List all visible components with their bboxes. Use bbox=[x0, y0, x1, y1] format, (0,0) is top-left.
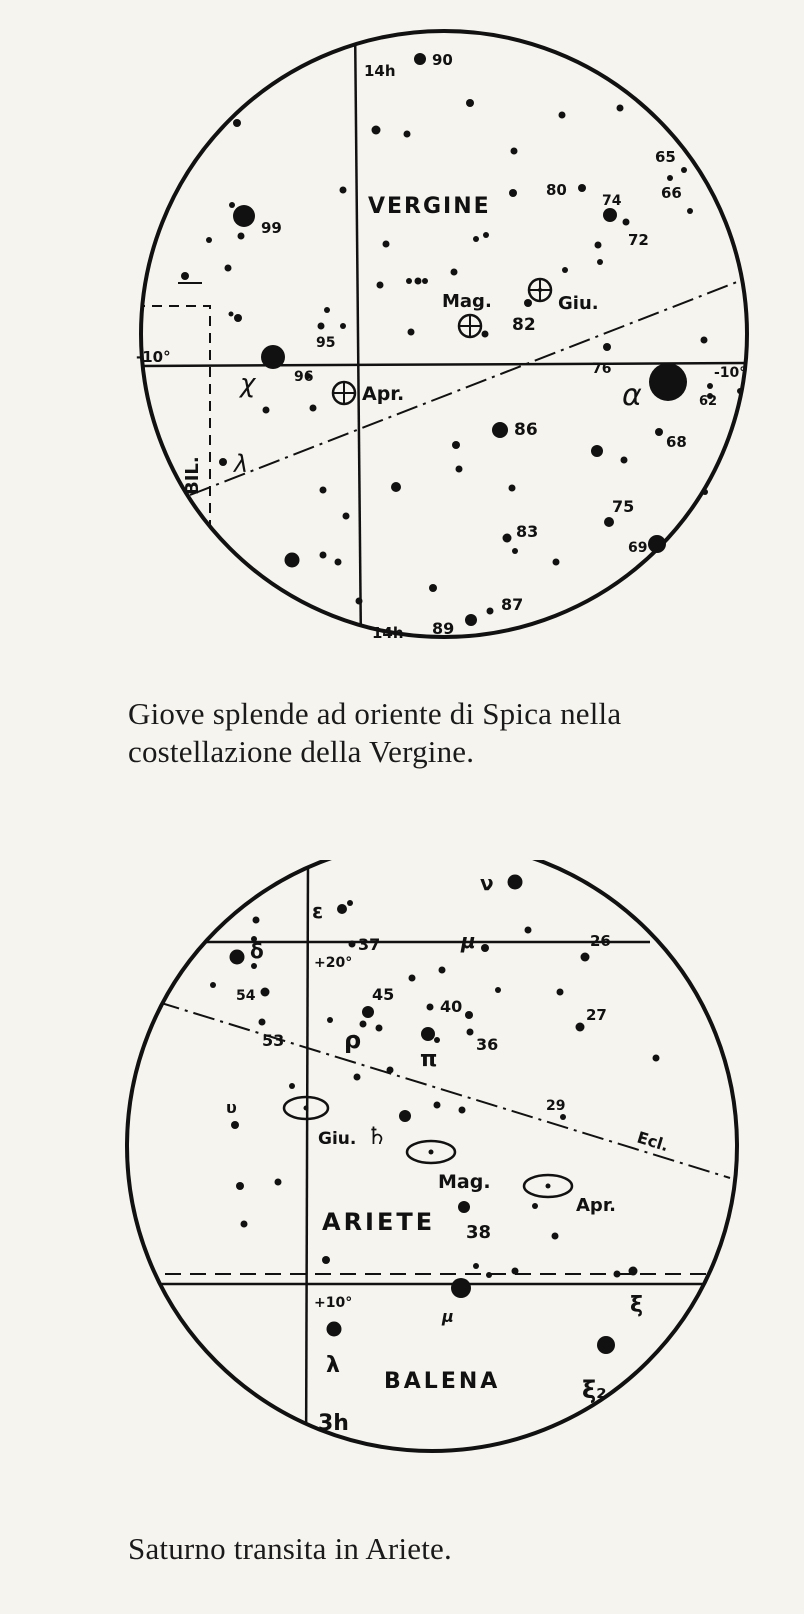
star-dot bbox=[737, 388, 743, 394]
star-dot bbox=[229, 312, 234, 317]
star-number-80: 80 bbox=[546, 181, 567, 199]
libra-boundary bbox=[135, 306, 210, 540]
star-dot bbox=[597, 259, 603, 265]
star-dot bbox=[362, 1006, 374, 1018]
constellation-name-aries: ARIETE bbox=[322, 1208, 436, 1236]
star-number-83: 83 bbox=[516, 522, 539, 541]
star-dot bbox=[253, 917, 260, 924]
star-dot bbox=[335, 559, 342, 566]
star-dot bbox=[377, 282, 384, 289]
star-dot bbox=[261, 345, 285, 369]
star-dot bbox=[415, 278, 422, 285]
star-dot bbox=[553, 559, 560, 566]
dec-label-right: -10° bbox=[714, 365, 747, 381]
star-number-37: 37 bbox=[358, 935, 381, 954]
star-dot bbox=[343, 513, 350, 520]
star-field bbox=[181, 53, 743, 626]
dec-label-plus20: +20° bbox=[314, 955, 353, 971]
star-dot bbox=[261, 988, 270, 997]
jupiter-june-label: Giu. bbox=[558, 293, 599, 314]
star-dot bbox=[233, 119, 241, 127]
star-dot bbox=[210, 982, 216, 988]
star-dot bbox=[376, 1025, 383, 1032]
star-dot bbox=[621, 457, 628, 464]
star-dot bbox=[503, 534, 512, 543]
star-dot bbox=[234, 314, 242, 322]
star-number-87: 87 bbox=[501, 595, 524, 614]
star-number-26: 26 bbox=[590, 932, 611, 950]
star-label-nu: ν bbox=[480, 871, 494, 895]
star-dot bbox=[434, 1102, 441, 1109]
star-dot bbox=[451, 1278, 471, 1298]
star-dot bbox=[322, 1256, 330, 1264]
star-dot bbox=[667, 175, 673, 181]
star-dot bbox=[391, 482, 401, 492]
star-label-epsilon: ε bbox=[312, 899, 324, 923]
star-dot bbox=[241, 1221, 248, 1228]
star-dot bbox=[429, 584, 437, 592]
star-dot bbox=[251, 963, 257, 969]
libra-label: BIL. bbox=[182, 456, 203, 495]
star-dot bbox=[525, 927, 532, 934]
star-dot bbox=[406, 278, 412, 284]
star-label-xi2: ξ₂ bbox=[582, 1376, 607, 1404]
star-dot bbox=[459, 1107, 466, 1114]
jupiter-april bbox=[333, 382, 404, 405]
star-dot bbox=[354, 1074, 361, 1081]
star-dot bbox=[495, 987, 501, 993]
star-dot bbox=[219, 458, 227, 466]
star-dot bbox=[320, 552, 327, 559]
ecliptic-label: Ecl. bbox=[634, 1127, 671, 1156]
star-label-mu-top: μ bbox=[461, 929, 476, 953]
star-dot bbox=[604, 517, 614, 527]
constellation-name-virgo: VERGINE bbox=[368, 194, 491, 219]
star-dot bbox=[439, 967, 446, 974]
star-dot bbox=[511, 148, 518, 155]
jupiter-april-label: Apr. bbox=[362, 383, 405, 405]
saturn-symbol: ♄ bbox=[366, 1122, 388, 1150]
star-dot bbox=[509, 485, 516, 492]
star-number-74: 74 bbox=[602, 193, 622, 209]
star-dot bbox=[310, 405, 317, 412]
star-dot bbox=[231, 1121, 239, 1129]
star-dot bbox=[427, 1004, 434, 1011]
star-dot bbox=[289, 1083, 295, 1089]
star-dot bbox=[422, 278, 428, 284]
star-number-27: 27 bbox=[586, 1006, 607, 1024]
star-dot bbox=[456, 466, 463, 473]
star-dot bbox=[487, 608, 494, 615]
star-dot bbox=[557, 989, 564, 996]
star-dot bbox=[225, 265, 232, 272]
star-dot bbox=[481, 944, 489, 952]
star-dot bbox=[524, 299, 532, 307]
jupiter-june bbox=[529, 279, 599, 314]
jupiter-may-label: Mag. bbox=[442, 291, 492, 312]
star-dot bbox=[473, 1263, 479, 1269]
star-dot bbox=[591, 445, 603, 457]
ecliptic-line-aries bbox=[158, 1002, 730, 1178]
star-dot bbox=[595, 242, 602, 249]
star-dot bbox=[687, 208, 693, 214]
star-number-38: 38 bbox=[466, 1222, 492, 1243]
saturn-may-label: Mag. bbox=[438, 1171, 491, 1193]
star-dot bbox=[229, 202, 235, 208]
star-dot bbox=[356, 598, 363, 605]
virgo-star-chart bbox=[0, 0, 804, 660]
star-dot bbox=[233, 205, 255, 227]
star-dot bbox=[562, 267, 568, 273]
star-dot bbox=[408, 329, 415, 336]
star-dot bbox=[399, 1110, 411, 1122]
star-number-68: 68 bbox=[666, 433, 687, 451]
star-number-95: 95 bbox=[316, 335, 336, 351]
star-dot bbox=[552, 1233, 559, 1240]
star-number-66: 66 bbox=[661, 184, 682, 202]
star-dot bbox=[451, 269, 458, 276]
star-dot bbox=[483, 232, 489, 238]
star-dot bbox=[512, 548, 518, 554]
star-number-99: 99 bbox=[261, 219, 282, 237]
star-dot bbox=[340, 187, 347, 194]
star-dot bbox=[486, 1272, 492, 1278]
star-number-65: 65 bbox=[655, 148, 676, 166]
star-label-lambda-aries: λ bbox=[326, 1353, 340, 1378]
star-label-alpha: α bbox=[622, 378, 642, 413]
star-dot bbox=[508, 875, 523, 890]
dec-label-left: -10° bbox=[136, 348, 171, 366]
caption-jupiter: Giove splende ad oriente di Spica nella costellazione della Vergine. bbox=[128, 696, 622, 769]
star-dot bbox=[327, 1017, 333, 1023]
star-dot bbox=[349, 941, 356, 948]
star-dot bbox=[466, 99, 474, 107]
saturn-april bbox=[524, 1175, 616, 1216]
star-dot bbox=[324, 307, 330, 313]
star-dot bbox=[327, 1322, 342, 1337]
star-number-75: 75 bbox=[612, 497, 635, 516]
star-dot bbox=[285, 553, 300, 568]
ra-label-3h: 3h bbox=[318, 1411, 349, 1436]
star-dot bbox=[559, 112, 566, 119]
star-dot bbox=[623, 219, 630, 226]
star-number-90: 90 bbox=[432, 51, 453, 69]
star-label-chi: χ bbox=[240, 369, 256, 399]
star-dot bbox=[230, 950, 245, 965]
star-dot bbox=[629, 1267, 638, 1276]
star-dot bbox=[340, 323, 346, 329]
star-dot bbox=[275, 1179, 282, 1186]
star-dot bbox=[318, 323, 325, 330]
star-dot bbox=[614, 1271, 621, 1278]
star-dot bbox=[655, 428, 663, 436]
saturn-may bbox=[407, 1141, 491, 1193]
star-dot bbox=[372, 126, 381, 135]
star-dot bbox=[236, 1182, 244, 1190]
star-label-upsilon: υ bbox=[226, 1098, 237, 1117]
star-label-mu-bottom: μ bbox=[442, 1307, 454, 1326]
jupiter-may bbox=[442, 291, 492, 337]
chart-circle-aries bbox=[127, 860, 737, 1451]
star-dot bbox=[681, 167, 687, 173]
star-number-45: 45 bbox=[372, 985, 395, 1004]
star-dot bbox=[337, 904, 347, 914]
star-dot bbox=[181, 272, 189, 280]
star-number-72: 72 bbox=[628, 231, 649, 249]
star-dot bbox=[649, 363, 687, 401]
star-dot bbox=[560, 1114, 566, 1120]
star-dot bbox=[414, 53, 426, 65]
caption-saturn: Saturno transita in Ariete. bbox=[128, 1531, 452, 1566]
star-dot bbox=[383, 241, 390, 248]
star-dot bbox=[259, 1019, 266, 1026]
saturn-june bbox=[284, 1097, 356, 1149]
star-dot bbox=[458, 1201, 470, 1213]
star-dot bbox=[387, 1067, 394, 1074]
saturn-april-label: Apr. bbox=[576, 1195, 616, 1216]
star-number-69: 69 bbox=[628, 540, 648, 556]
star-number-54: 54 bbox=[236, 988, 256, 1004]
star-label-rho: ρ bbox=[344, 1026, 362, 1054]
star-number-29: 29 bbox=[546, 1098, 566, 1114]
star-dot bbox=[206, 237, 212, 243]
star-number-82: 82 bbox=[512, 315, 536, 335]
star-dot bbox=[465, 614, 477, 626]
star-dot bbox=[648, 535, 666, 553]
star-dot bbox=[421, 1027, 435, 1041]
star-label-xi1: ξ bbox=[630, 1293, 643, 1318]
star-dot bbox=[653, 1055, 660, 1062]
star-dot bbox=[347, 900, 353, 906]
aries-star-chart bbox=[0, 860, 804, 1470]
star-dot bbox=[509, 189, 517, 197]
star-dot bbox=[597, 1336, 615, 1354]
star-number-53: 53 bbox=[262, 1031, 285, 1050]
ra-line-3h bbox=[306, 860, 308, 1470]
star-dot bbox=[409, 975, 416, 982]
star-dot bbox=[482, 331, 489, 338]
star-dot bbox=[578, 184, 586, 192]
star-dot bbox=[702, 489, 708, 495]
star-dot bbox=[581, 953, 590, 962]
star-label-pi: π bbox=[420, 1047, 438, 1072]
star-number-36: 36 bbox=[476, 1035, 499, 1054]
star-dot bbox=[532, 1203, 538, 1209]
dec-label-plus10: +10° bbox=[314, 1295, 353, 1311]
star-dot bbox=[603, 208, 617, 222]
star-dot bbox=[617, 105, 624, 112]
star-dot bbox=[512, 1268, 519, 1275]
star-number-76: 76 bbox=[592, 361, 612, 377]
star-dot bbox=[701, 337, 708, 344]
star-number-86: 86 bbox=[514, 420, 538, 440]
star-number-62: 62 bbox=[699, 394, 718, 409]
star-dot bbox=[467, 1029, 474, 1036]
star-dot bbox=[404, 131, 411, 138]
ra-label-bottom: 14h bbox=[372, 624, 404, 642]
star-label-lambda: λ bbox=[234, 450, 249, 478]
star-label-delta: δ bbox=[250, 939, 264, 963]
star-dot bbox=[452, 441, 460, 449]
star-dot bbox=[576, 1023, 585, 1032]
star-dot bbox=[434, 1037, 440, 1043]
ra-label-top: 14h bbox=[364, 62, 396, 80]
star-dot bbox=[473, 236, 479, 242]
star-dot bbox=[603, 343, 611, 351]
star-dot bbox=[492, 422, 508, 438]
saturn-june-label: Giu. bbox=[318, 1129, 357, 1149]
star-number-40: 40 bbox=[440, 997, 463, 1016]
ra-line-14h bbox=[355, 20, 361, 650]
star-dot bbox=[707, 383, 713, 389]
star-dot bbox=[263, 407, 270, 414]
star-number-96: 96 bbox=[294, 369, 314, 385]
star-dot bbox=[465, 1011, 473, 1019]
constellation-name-cetus: BALENA bbox=[384, 1369, 501, 1394]
star-number-89: 89 bbox=[432, 619, 455, 638]
star-dot bbox=[320, 487, 327, 494]
star-dot bbox=[238, 233, 245, 240]
